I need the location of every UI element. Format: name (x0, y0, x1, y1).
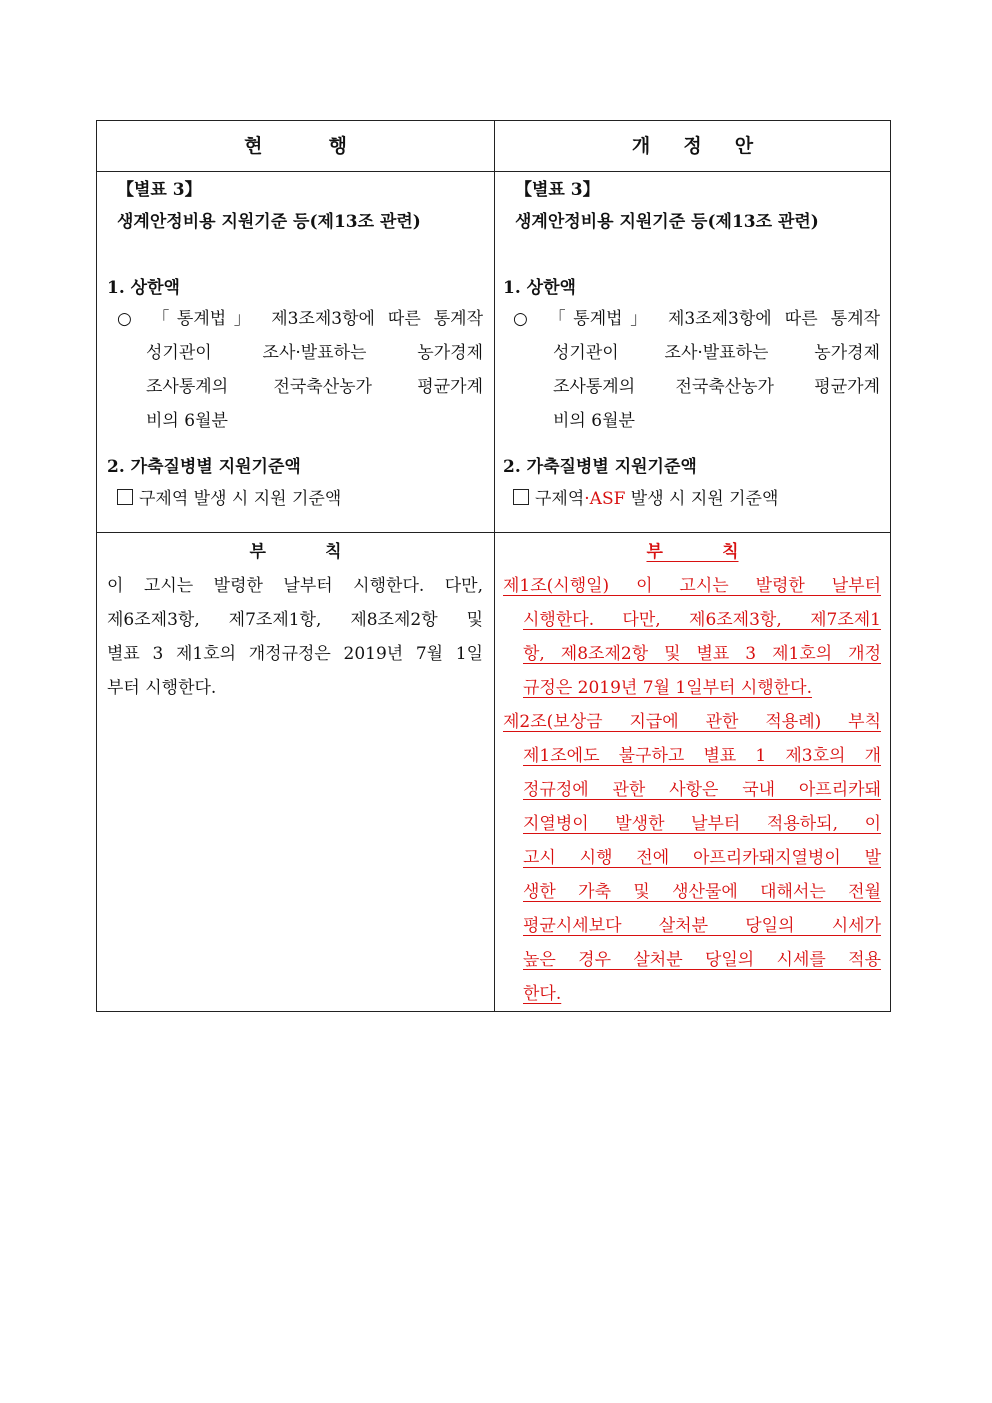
amended-text: ·ASF (584, 489, 626, 509)
proposed-supplementary-cell (495, 533, 890, 1011)
current-supplementary-cell (97, 533, 494, 1011)
article-2-line: 제2조(보상금 지급에 관한 적용례) 부칙 (503, 712, 881, 732)
section-2-title: 2. 가축질병별 지원기준액 (503, 457, 697, 477)
supplementary-line: 부터 시행한다. (107, 678, 217, 698)
section-2-item: 구제역 발생 시 지원 기준액 (117, 487, 341, 511)
appendix-subtitle: 생계안정비용 지원기준 등(제13조 관련) (117, 212, 421, 232)
section-1-line: 조사통계의 전국축산농가 평균가계 (553, 377, 880, 397)
article-1-line: 시행한다. 다만, 제6조제3항, 제7조제1 (523, 610, 881, 630)
supplementary-title: 부 칙 (249, 542, 342, 562)
section-1-line: 성기관이 조사·발표하는 농가경제 (553, 343, 880, 363)
section-1-line: 비의 6월분 (146, 411, 228, 431)
appendix-subtitle: 생계안정비용 지원기준 등(제13조 관련) (515, 212, 819, 232)
article-2-line: 평균시세보다 살처분 당일의 시세가 (523, 916, 881, 936)
supplementary-line: 제6조제3항, 제7조제1항, 제8조제2항 및 (107, 610, 483, 630)
article-2-line: 고시 시행 전에 아프리카돼지열병이 발 (523, 848, 881, 868)
section-1-title: 1. 상한액 (503, 278, 576, 298)
checkbox-icon (513, 489, 529, 505)
article-2-line: 한다. (523, 984, 562, 1004)
proposed-appendix-cell (495, 171, 890, 532)
section-1-line: 성기관이 조사·발표하는 농가경제 (146, 343, 483, 363)
article-1-line: 규정은 2019년 7월 1일부터 시행한다. (523, 678, 812, 698)
article-2-line: 정규정에 관한 사항은 국내 아프리카돼 (523, 780, 881, 800)
section-1-title: 1. 상한액 (107, 278, 180, 298)
supplementary-line: 별표 3 제1호의 개정규정은 2019년 7월 1일 (107, 644, 483, 664)
checkbox-icon (117, 489, 133, 505)
section-1-line: 조사통계의 전국축산농가 평균가계 (146, 377, 483, 397)
appendix-title: 【별표 3】 (515, 180, 600, 200)
article-2-line: 지열병이 발생한 날부터 적용하되, 이 (523, 814, 881, 834)
article-2-line: 제1조에도 불구하고 별표 1 제3호의 개 (523, 746, 881, 766)
supplementary-title: 부 칙 (646, 542, 739, 562)
proposed-column-header: 개 정 안 (631, 135, 754, 157)
section-1-line: ○ 「통계법」 제3조제3항에 따른 통계작 (513, 309, 880, 329)
article-1-line: 제1조(시행일) 이 고시는 발령한 날부터 (503, 576, 881, 596)
section-2-item: 구제역·ASF 발생 시 지원 기준액 (513, 487, 778, 511)
article-1-line: 항, 제8조제2항 및 별표 3 제1호의 개정 (523, 644, 881, 664)
appendix-title: 【별표 3】 (117, 180, 202, 200)
section-2-title: 2. 가축질병별 지원기준액 (107, 457, 301, 477)
supplementary-line: 이 고시는 발령한 날부터 시행한다. 다만, (107, 576, 483, 596)
current-appendix-cell (97, 171, 494, 532)
article-2-line: 생한 가축 및 생산물에 대해서는 전월 (523, 882, 881, 902)
section-1-line: ○ 「통계법」 제3조제3항에 따른 통계작 (117, 309, 483, 329)
section-1-line: 비의 6월분 (553, 411, 635, 431)
article-2-line: 높은 경우 살처분 당일의 시세를 적용 (523, 950, 881, 970)
comparison-table (96, 120, 891, 1012)
current-column-header: 현 행 (244, 135, 347, 157)
